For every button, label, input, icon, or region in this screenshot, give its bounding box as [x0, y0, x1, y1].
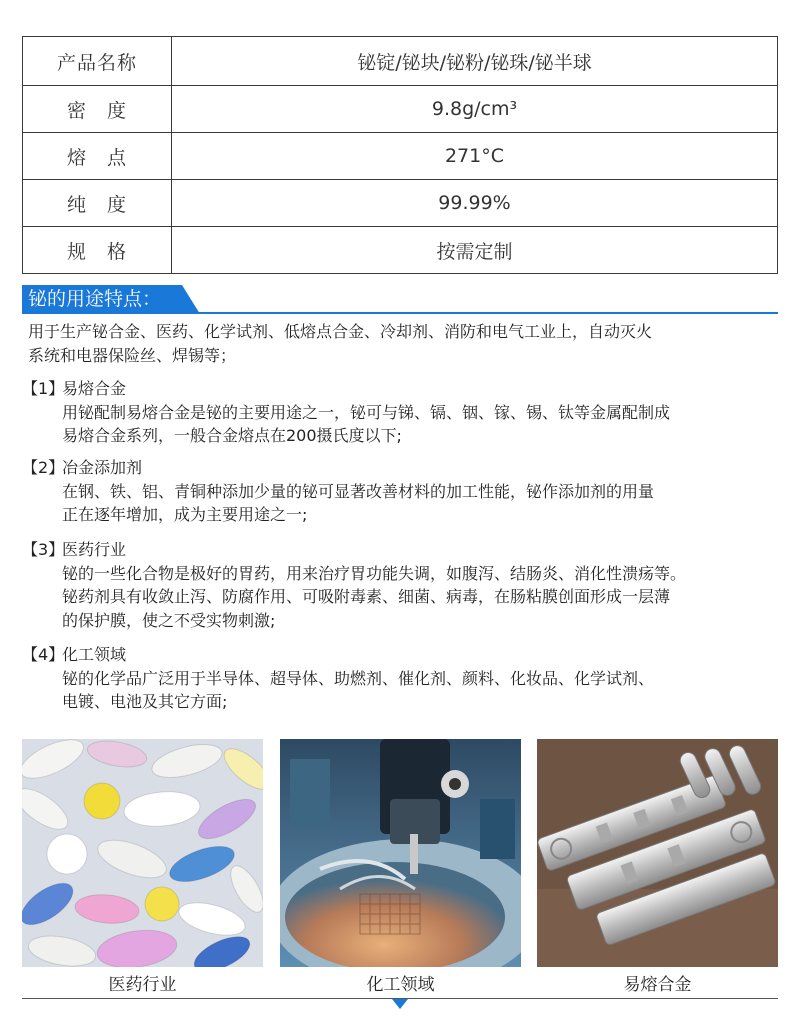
- spec-value: 按需定制: [172, 227, 778, 274]
- spec-row-density: [23, 86, 778, 133]
- intro-line: 系统和电器保险丝、焊锡等；: [28, 346, 237, 365]
- item-line: 易熔合金系列，一般合金熔点在200摄氏度以下;: [62, 426, 402, 445]
- uses-intro: [28, 320, 778, 368]
- item-line: 用铋配制易熔合金是铋的主要用途之一，铋可与锑、镉、铟、镓、锡、钛等金属配制成: [62, 402, 671, 422]
- item-number: 【4】: [22, 645, 65, 664]
- uses-title: 铋的用途特点：: [28, 288, 162, 310]
- use-item-fusible-alloy: [22, 377, 800, 448]
- spec-value: 99.99%: [172, 180, 778, 227]
- item-line: 的保护膜，使之不受实物刺激;: [62, 610, 276, 630]
- item-title: 易熔合金: [62, 379, 127, 398]
- spec-row-purity: [23, 180, 778, 227]
- header-underline: [22, 312, 778, 314]
- item-line: 铋药剂具有收敛止泻、防腐作用、可吸附毒素、细菌、病毒，在肠粘膜创面形成一层薄: [62, 587, 671, 606]
- use-item-chemical-industry: [22, 643, 800, 714]
- intro-line: 用于生产铋合金、医药、化学试剂、低熔点合金、冷却剂、消防和电气工业上，自动灭火: [28, 322, 653, 341]
- spec-label: 产品名称: [23, 37, 172, 86]
- item-number: 【3】: [22, 540, 65, 559]
- item-title: 医药行业: [62, 540, 127, 559]
- use-item-metallurgy-additive: [22, 456, 800, 527]
- item-title: 冶金添加剂: [62, 458, 143, 477]
- use-item-medicine: [22, 538, 800, 632]
- pills-photo: [22, 739, 263, 967]
- uses-section-header: [22, 285, 778, 314]
- item-number: 【2】: [22, 458, 65, 477]
- spec-value: 271°C: [172, 133, 778, 180]
- lab-wafer-photo: [280, 739, 521, 967]
- photo-caption: 易熔合金: [623, 975, 692, 995]
- spec-label: 熔 点: [23, 133, 172, 180]
- spec-label: 规 格: [23, 227, 172, 274]
- item-line: 在钢、铁、铝、青铜种添加少量的铋可显著改善材料的加工性能，铋作添加剂的用量: [62, 481, 655, 501]
- spec-label: 密 度: [23, 86, 172, 133]
- photo-caption: 医药行业: [108, 975, 177, 995]
- chevron-down-icon: [392, 999, 408, 1009]
- item-title: 化工领域: [62, 645, 127, 664]
- item-line: 正在逐年增加，成为主要用途之一;: [62, 505, 308, 524]
- spec-row-spec: [23, 227, 778, 274]
- spec-row-name: [23, 37, 778, 86]
- spec-row-melting-point: [23, 133, 778, 180]
- spec-value: 9.8g/cm³: [172, 86, 778, 133]
- photo-caption: 化工领域: [366, 975, 435, 995]
- spec-value: 铋锭/铋块/铋粉/铋珠/铋半球: [172, 37, 778, 86]
- item-line: 电镀、电池及其它方面;: [62, 692, 228, 711]
- spec-table: [22, 36, 778, 274]
- item-number: 【1】: [22, 379, 65, 398]
- spec-label: 纯 度: [23, 180, 172, 227]
- item-line: 铋的化学品广泛用于半导体、超导体、助燃剂、催化剂、颜料、化妆品、化学试剂、: [62, 668, 655, 688]
- item-line: 铋的一些化合物是极好的胃药，用来治疗胃功能失调，如腹泻、结肠炎、消化性溃疡等。: [62, 563, 687, 583]
- bismuth-ingots-photo: [537, 739, 778, 967]
